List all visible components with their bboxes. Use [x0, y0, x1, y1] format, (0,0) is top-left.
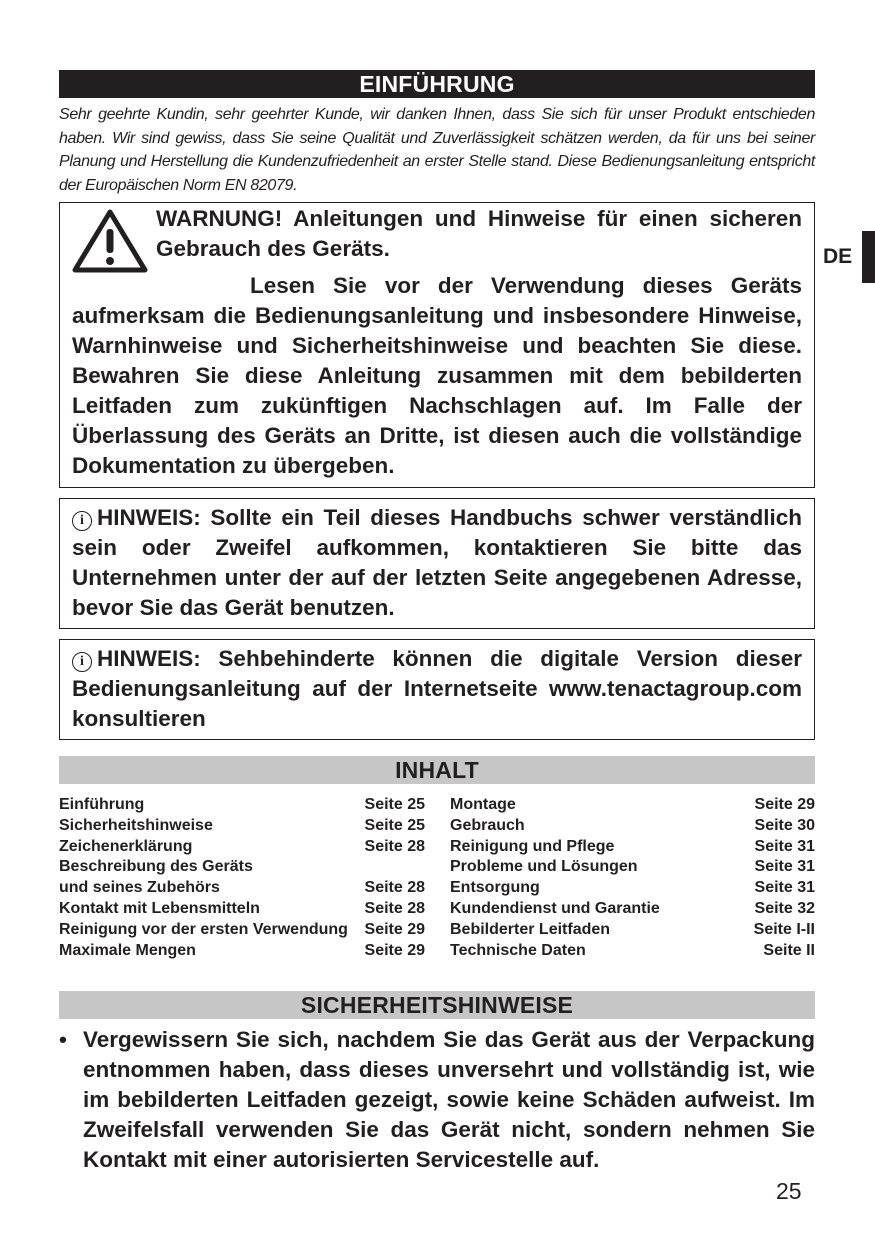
warning-body: Lesen Sie vor der Verwendung dieses Geräts aufmerksam die Bedienungsanleitung und insbesondere Hinweise, Warnhinweise und Sicherheitshinweise und beachten Sie diese. Bewahren Sie diese Anleitung zusammen mit dem bebilderten Leitfaden zum zukünftigen Nachschlagen auf. Im Falle der Überlassung des Geräts an Dritte, ist diesen auch die vollständige Dokumentation zu übergeben. — [72, 273, 802, 478]
toc-page: Seite 25 — [364, 816, 425, 834]
toc-page: Seite 31 — [754, 837, 815, 855]
toc-page: Seite 31 — [754, 879, 815, 897]
toc-title: Gebrauch — [450, 816, 525, 834]
safety-heading: SICHERHEITSHINWEISE — [59, 991, 815, 1019]
manual-page — [59, 70, 815, 1175]
toc-page: Seite 30 — [754, 816, 815, 834]
toc-page: Seite 28 — [364, 879, 425, 897]
intro-heading: EINFÜHRUNG — [59, 70, 815, 98]
intro-text: Sehr geehrte Kundin, sehr geehrter Kunde, wir danken Ihnen, dass Sie sich für unser Produkt entschieden haben. Wir sind gewiss, dass Sie seine Qualität und Zuverlässigkeit schätzen werden, da für uns bei seiner Planung und Herstellung die Kundenzufriedenheit an erster Stelle stand. Diese Bedienungsanleitung entspricht der Europäischen Norm EN 82079. — [59, 106, 815, 194]
toc-row — [59, 816, 425, 837]
toc-page: Seite 29 — [754, 796, 815, 813]
toc-title: Kontakt mit Lebensmitteln — [59, 899, 260, 917]
toc-title: und seines Zubehörs — [59, 879, 220, 897]
toc-page: Seite 28 — [364, 899, 425, 917]
toc-row — [450, 816, 815, 837]
toc-page: Seite 32 — [754, 899, 815, 917]
toc-page: Seite I-II — [753, 920, 815, 938]
note-box-2 — [59, 639, 815, 740]
safety-item-text: Vergewissern Sie sich, nachdem Sie das Gerät aus der Verpackung entnommen haben, dass dieses unversehrt und vollständig ist, wie im bebilderten Leitfaden gezeigt, sowie keine Schäden aufweist. Im Zweifelsfall verwenden Sie das Gerät nicht, sondern nehmen Sie Kontakt mit einer autorisierten Servicestelle auf. — [83, 1027, 815, 1173]
toc-title: Reinigung vor der ersten Verwendung — [59, 920, 348, 938]
toc-title: Einführung — [59, 796, 145, 813]
toc-title: Kundendienst und Garantie — [450, 899, 660, 917]
toc-title: Technische Daten — [450, 941, 586, 959]
note-box-1 — [59, 498, 815, 629]
toc-column-left — [59, 795, 425, 961]
warning-box — [59, 202, 815, 488]
toc-title: Reinigung und Pflege — [450, 837, 615, 855]
toc-row — [59, 920, 425, 941]
note-text: HINWEIS: Sollte ein Teil dieses Handbuchs schwer verständlich sein oder Zweifel aufkommen, kontaktieren Sie bitte das Unternehmen unter der auf der letzten Seite angegebenen Adresse, bevor Sie das Gerät benutzen. — [72, 505, 802, 620]
language-label: DE — [823, 245, 853, 268]
toc-row — [450, 878, 815, 899]
toc-title: Bebilderter Leitfaden — [450, 920, 611, 938]
toc-page: Seite II — [763, 941, 815, 959]
toc-title: Zeichenerklärung — [59, 837, 193, 855]
safety-list — [59, 1025, 815, 1175]
toc-page: Seite 29 — [364, 920, 425, 938]
warning-triangle-icon — [72, 209, 148, 273]
table-of-contents — [59, 795, 815, 961]
toc-heading: INHALT — [59, 756, 815, 784]
toc-title: Sicherheitshinweise — [59, 816, 213, 834]
note-text: HINWEIS: Sehbehinderte können die digitale Version dieser Bedienungsanleitung auf der Internetseite www.tenactagroup.com konsultieren — [72, 646, 802, 731]
toc-row — [450, 920, 815, 941]
info-icon: i — [72, 511, 92, 531]
bullet-icon: • — [59, 1027, 67, 1053]
toc-row — [59, 941, 425, 962]
toc-row — [450, 837, 815, 858]
toc-page: Seite 28 — [364, 837, 425, 855]
warning-title: WARNUNG! Anleitungen und Hinweise für einen sicheren Gebrauch des Geräts. — [156, 206, 802, 261]
toc-row — [59, 899, 425, 920]
toc-row — [450, 857, 815, 878]
language-tab-marker — [862, 231, 875, 283]
list-item — [59, 1025, 815, 1175]
toc-title: Montage — [450, 796, 516, 813]
page-number: 25 — [776, 1178, 802, 1204]
toc-row — [59, 795, 425, 816]
toc-row — [59, 837, 425, 858]
toc-row — [450, 795, 815, 816]
info-icon: i — [72, 652, 92, 672]
toc-page: Seite 31 — [754, 858, 815, 876]
toc-row — [59, 878, 425, 899]
toc-column-right — [450, 795, 815, 961]
toc-row — [450, 941, 815, 962]
toc-page: Seite 29 — [364, 941, 425, 959]
toc-row — [450, 899, 815, 920]
toc-row — [59, 857, 425, 878]
toc-page: Seite 25 — [364, 796, 425, 813]
toc-title: Maximale Mengen — [59, 941, 196, 959]
toc-title: Beschreibung des Geräts — [59, 858, 253, 876]
toc-title: Probleme und Lösungen — [450, 858, 638, 876]
toc-title: Entsorgung — [450, 879, 540, 897]
